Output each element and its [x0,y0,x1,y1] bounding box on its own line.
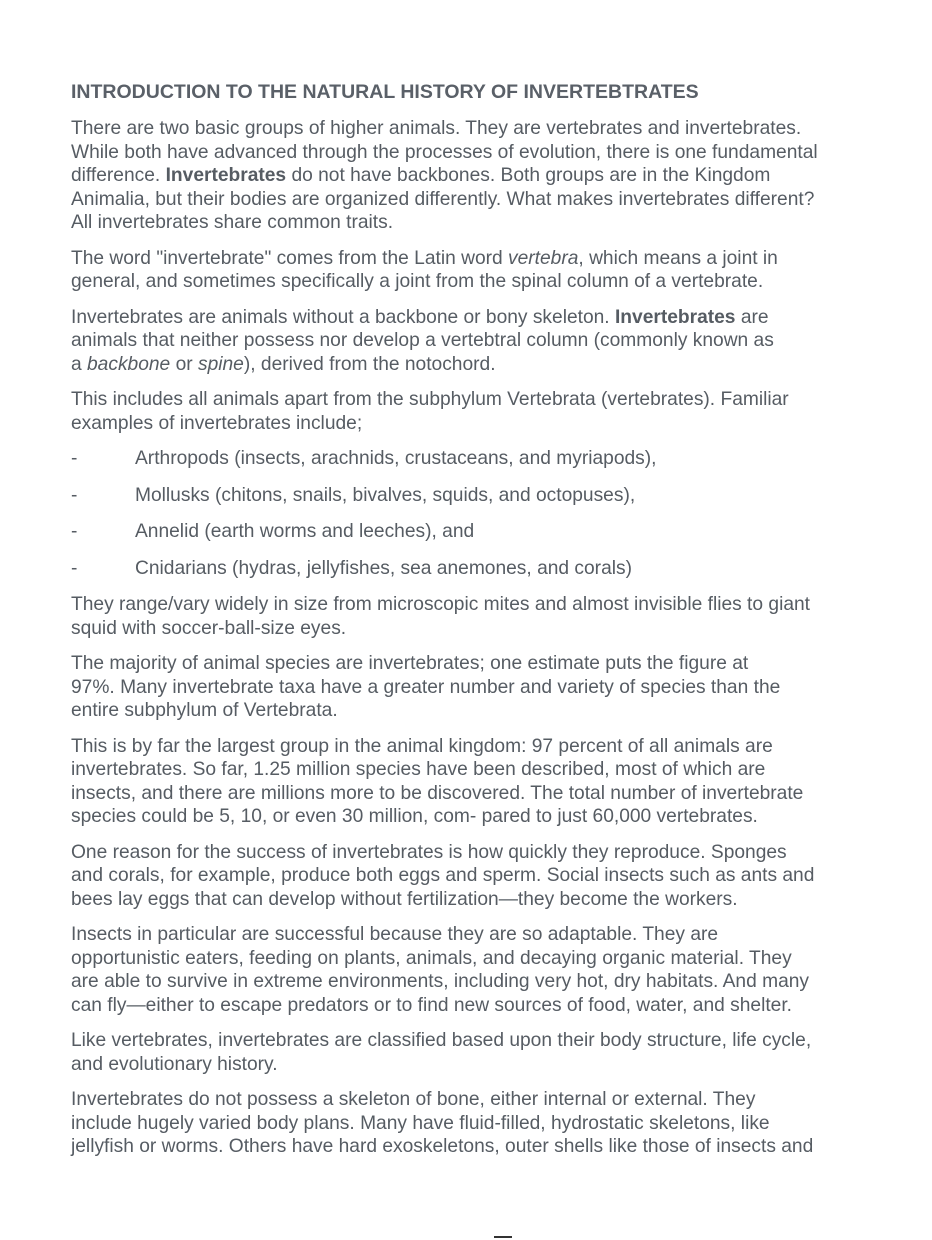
italic-term: spine [197,353,244,375]
dash-bullet: - [71,448,78,469]
paragraph-majority: The majority of animal species are invertebrates; one estimate puts the figure at 97%. Many invertebrate taxa have a greater number and variety of species than the entire subphylum of Vertebrata. [71,653,781,721]
list-item: - Mollusks (chitons, snails, bivalves, squids, and octopuses), [71,484,636,506]
dash-bullet: - [71,521,78,542]
italic-term: backbone [87,353,171,375]
bold-term: Invertebrates [614,306,736,328]
bold-term: Invertebrates [165,165,287,186]
dash-bullet: - [71,484,78,506]
list-item: - Annelid (earth worms and leeches), and [71,521,475,542]
page-edge-mark [494,1236,512,1238]
paragraph-size: They range/vary widely in size from microscopic mites and almost invisible flies to giant squid with soccer-ball-size eyes. [71,594,810,639]
dash-bullet: - [71,557,78,579]
paragraph-definition: Invertebrates are animals without a backbone or bony skeleton. Invertebrates are animals that neither possess nor develop a vertebtral column (commonly known as a backbone or spine), derived from the notochord. [71,306,774,375]
document-body [71,80,871,1171]
paragraph-classification: Like vertebrates, invertebrates are classified based upon their body structure, life cycle, and evolutionary history. [71,1030,812,1075]
paragraph-insects: Insects in particular are successful because they are so adaptable. They are opportunistic eaters, feeding on plants, animals, and decaying organic material. They are able to survive in extreme environments, including very hot, dry habitats. And many can fly—either to escape predators or to find new sources of food, water, and shelter. [71,924,810,1016]
paragraph-largest-group: This is by far the largest group in the animal kingdom: 97 percent of all animals are invertebrates. So far, 1.25 million species have been described, most of which are insects, and there are millions more to be discovered. The total number of invertebrate species could be 5, 10, or even 30 million, com- pared to just 60,000 vertebrates. [71,735,804,827]
list-item: - Arthropods (insects, arachnids, crustaceans, and myriapods), [71,448,657,469]
list-item: - Cnidarians (hydras, jellyfishes, sea anemones, and corals) [71,557,632,579]
examples-list [71,447,871,580]
italic-term: vertebra [508,247,579,269]
paragraph-examples-intro: This includes all animals apart from the subphylum Vertebrata (vertebrates). Familiar examples of invertebrates include; [71,389,789,434]
paragraph-etymology: The word "invertebrate" comes from the Latin word vertebra, which means a joint in general, and sometimes specifically a joint from the spinal column of a vertebrate. [71,247,778,292]
document-title: INTRODUCTION TO THE NATURAL HISTORY OF INVERTEBTRATES [71,81,699,103]
paragraph-intro: There are two basic groups of higher animals. They are vertebrates and invertebrates. While both have advanced through the processes of evolution, there is one fundamental difference. Invertebrates do not have backbones. Both groups are in the Kingdom Animalia, but their bodies are organized differently. What makes invertebrates different? All invertebrates share common traits. [71,118,818,233]
paragraph-skeleton: Invertebrates do not possess a skeleton of bone, either internal or external. They include hugely varied body plans. Many have fluid-filled, hydrostatic skeletons, like jellyfish or worms. Others have hard exoskeletons, outer shells like those of insects and [71,1089,814,1157]
paragraph-reproduction: One reason for the success of invertebrates is how quickly they reproduce. Sponges and corals, for example, produce both eggs and sperm. Social insects such as ants and bees lay eggs that can develop without fertilization—they become the workers. [71,841,815,910]
